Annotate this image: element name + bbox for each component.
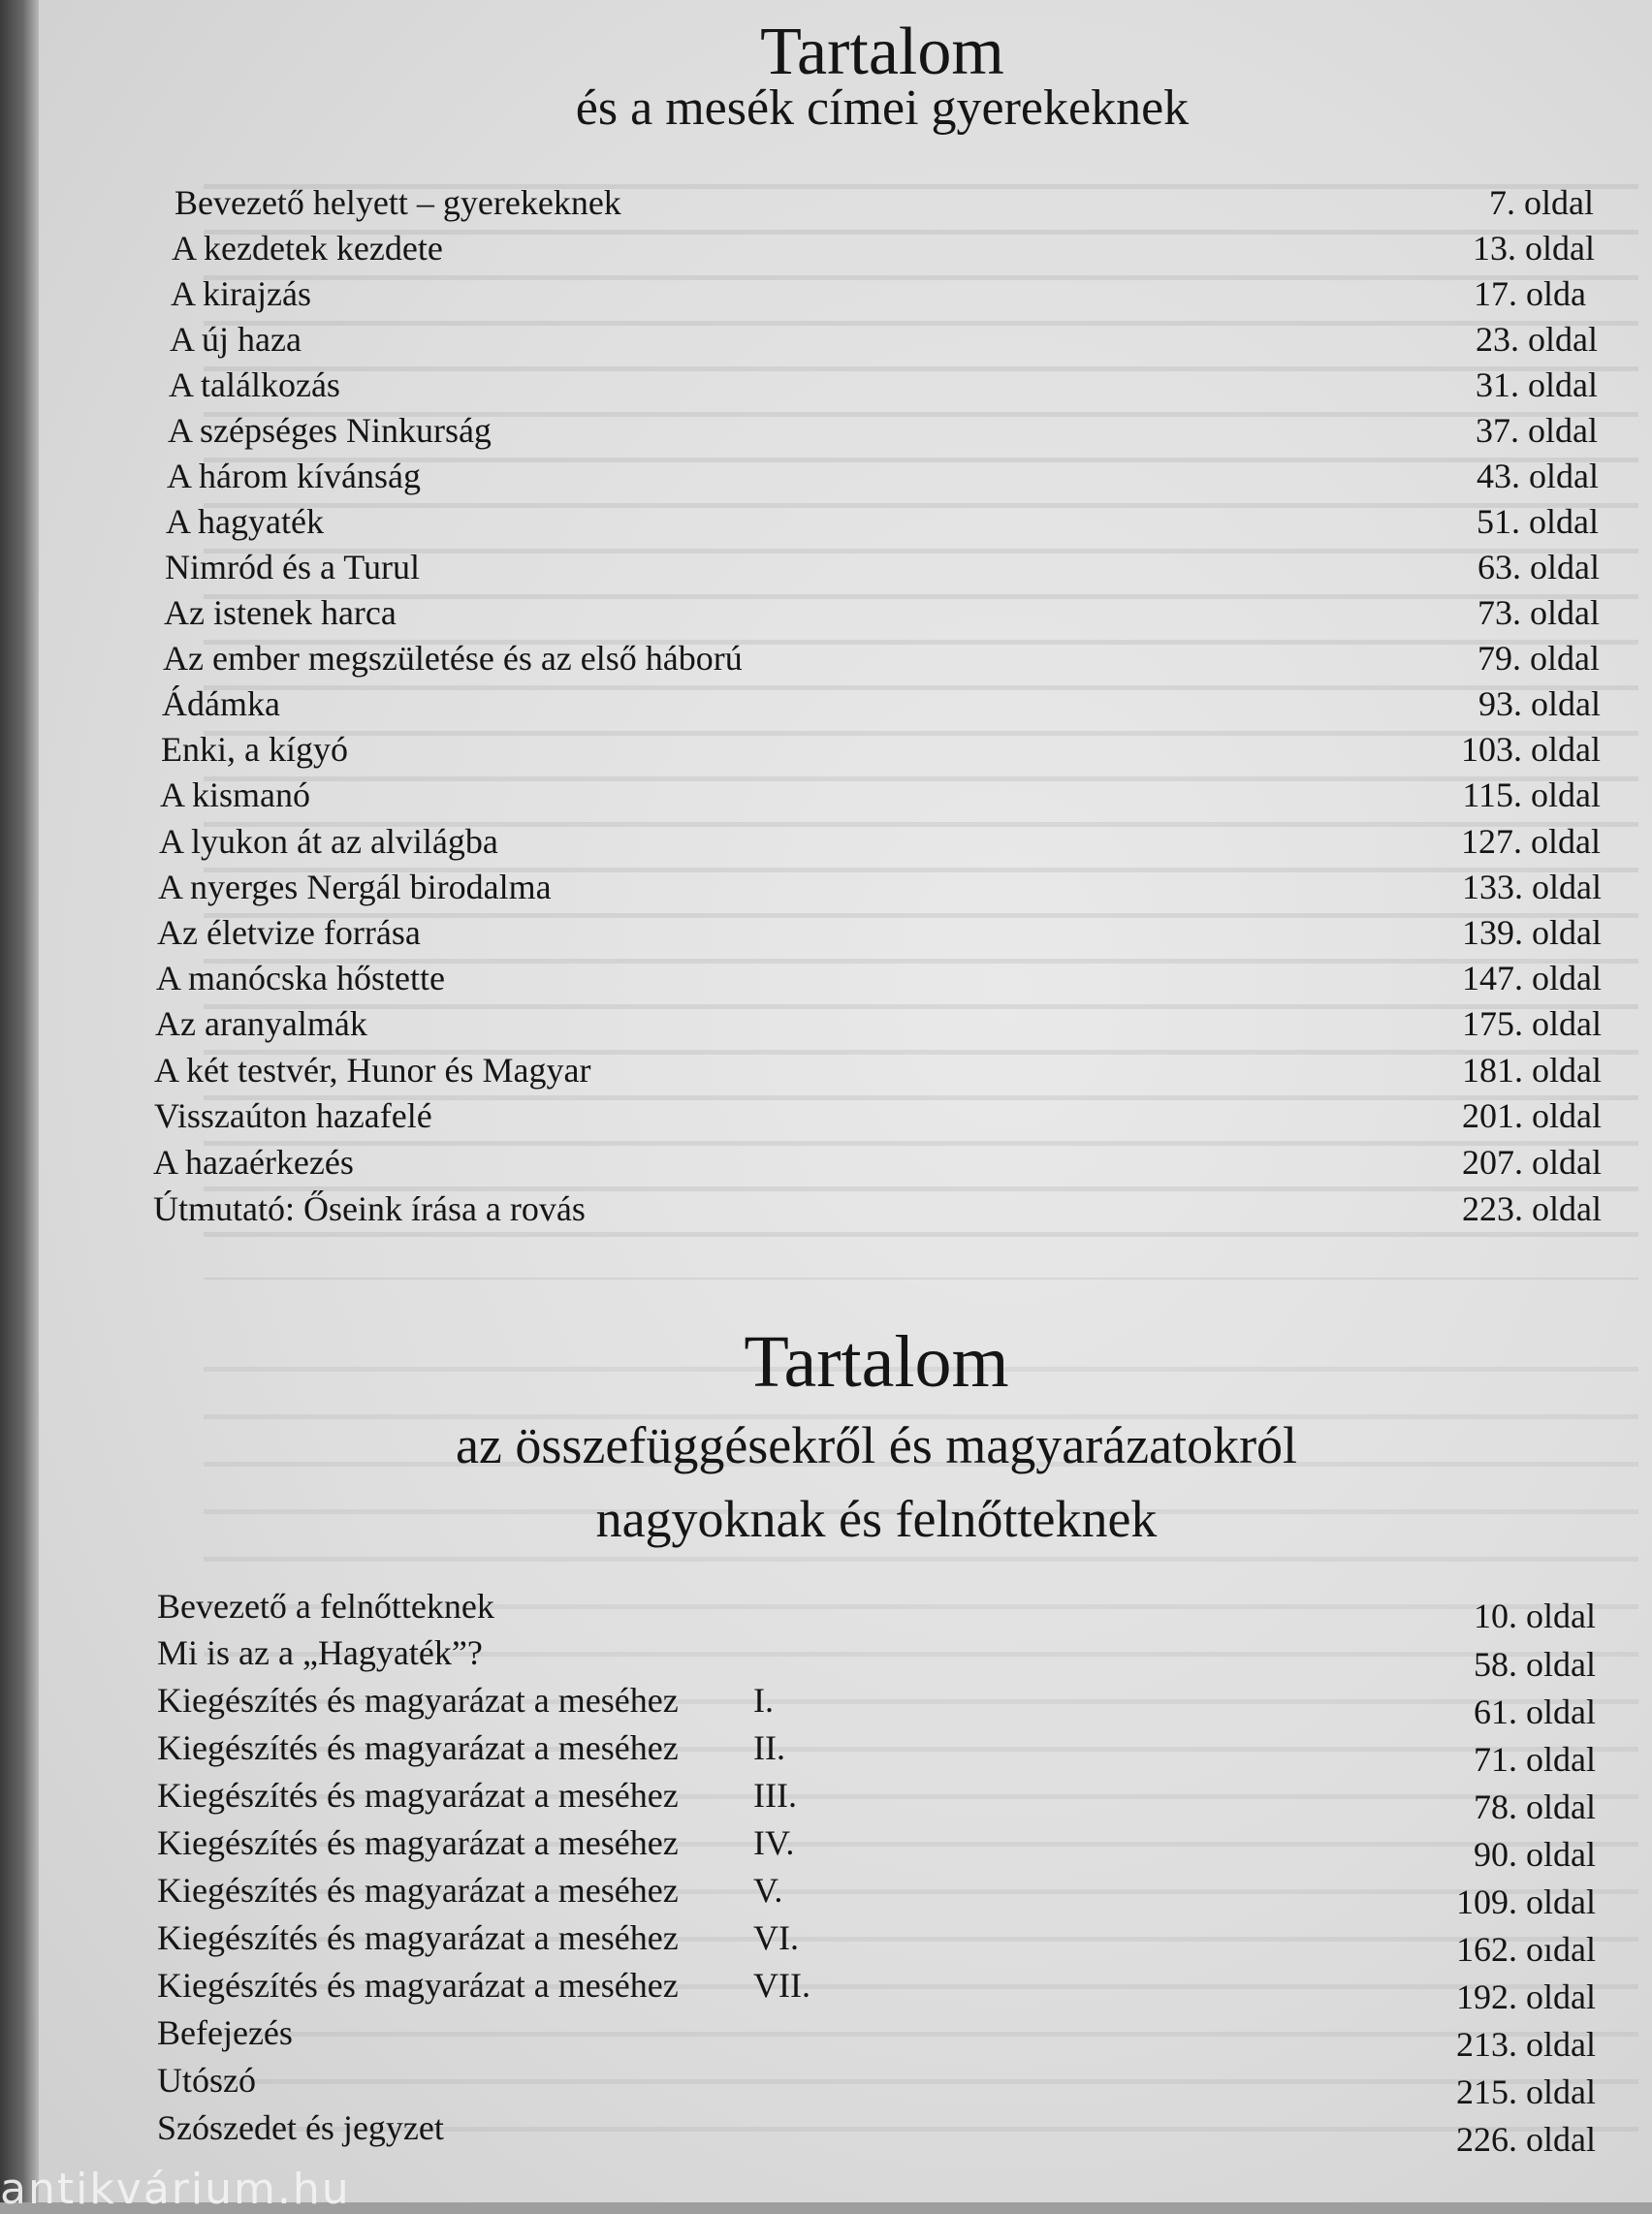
toc-entry: [164, 590, 1600, 635]
toc-entry-roman: III.: [753, 1776, 797, 1815]
toc-entry-page: 58. oldal: [1474, 1645, 1596, 1684]
toc-entry-title: Bevezető helyett – gyerekeknek: [175, 183, 621, 222]
toc-entry-page: 162. oıdal: [1456, 1930, 1596, 1969]
toc-entry-page: 175. oldal: [1462, 1004, 1602, 1043]
toc-entry-roman: V.: [753, 1871, 783, 1910]
section2-subtitle-line2: nagyoknak és felnőtteknek: [595, 1490, 1158, 1548]
toc-entry: [172, 226, 1595, 270]
toc-entry-page: 213. oldal: [1456, 2025, 1596, 2064]
toc-entry-title: Kiegészítés és magyarázat a meséhez: [157, 1918, 679, 1957]
toc-entry-page: 63. oldal: [1477, 548, 1600, 586]
toc-entry-title: A hazaérkezés: [153, 1143, 354, 1182]
toc-entry-roman: VII.: [753, 1966, 810, 2005]
section2-toc-list: [157, 1584, 1596, 2166]
toc-entry: [157, 1678, 1596, 1731]
toc-entry: [153, 1140, 1602, 1185]
toc-entry-page: 181. oldal: [1462, 1051, 1602, 1090]
section1-title: Tartalom: [760, 15, 1004, 89]
toc-entry: [169, 363, 1598, 407]
toc-entry-page: 103. oldal: [1461, 730, 1601, 769]
toc-entry-page: 61. oldal: [1474, 1692, 1596, 1731]
toc-entry-title: A kirajzás: [171, 274, 311, 313]
toc-entry-title: Kiegészítés és magyarázat a meséhez: [157, 1966, 679, 2005]
toc-entry: [160, 773, 1601, 817]
toc-entry-page: 73. oldal: [1477, 593, 1600, 632]
toc-entry: [157, 1963, 1596, 2016]
toc-entry-title: Befejezés: [157, 2013, 293, 2052]
toc-entry-page: 93. oldal: [1478, 684, 1601, 723]
toc-entry: [157, 1630, 1596, 1684]
toc-entry-page: 201. oldal: [1462, 1096, 1602, 1135]
toc-entry-title: A manócska hőstette: [156, 959, 445, 997]
toc-entry-title: Az aranyalmák: [155, 1004, 367, 1043]
toc-entry-title: A három kívánság: [167, 457, 421, 495]
toc-entry-title: Az életvize forrása: [157, 913, 421, 952]
toc-entry-page: 7. oldal: [1489, 183, 1594, 222]
toc-entry-title: Nimród és a Turul: [165, 548, 421, 586]
toc-entry-page: 139. oldal: [1462, 913, 1602, 952]
toc-entry-page: 133. oldal: [1462, 868, 1602, 906]
toc-entry-title: Kiegészítés és magyarázat a meséhez: [157, 1823, 679, 1862]
toc-entry: [162, 681, 1601, 726]
toc-entry-page: 115. oldal: [1462, 775, 1601, 814]
toc-entry-title: Utószó: [157, 2061, 256, 2100]
toc-entry-title: A hagyaték: [166, 502, 324, 541]
section1-toc-list: [153, 180, 1602, 1247]
section2-title: Tartalom: [744, 1321, 1009, 1403]
toc-entry: [157, 1820, 1596, 1874]
toc-entry: [155, 1001, 1602, 1046]
toc-entry-page: 78. oldal: [1474, 1787, 1596, 1826]
toc-entry-page: 71. oldal: [1474, 1740, 1596, 1779]
toc-entry-page: 51. oldal: [1477, 502, 1599, 541]
toc-entry-title: A új haza: [170, 320, 302, 359]
toc-entry: [156, 956, 1602, 1000]
toc-entry-title: A találkozás: [169, 365, 340, 404]
toc-entry-title: Mi is az a „Hagyaték”?: [157, 1633, 483, 1672]
toc-entry-roman: IV.: [753, 1823, 795, 1862]
toc-entry-title: A lyukon át az alvilágba: [159, 822, 498, 861]
toc-entry: [157, 910, 1602, 955]
toc-entry: [166, 499, 1599, 544]
toc-entry-roman: II.: [753, 1728, 785, 1767]
toc-entry-page: 37. oldal: [1476, 411, 1598, 450]
toc-entry: [153, 1186, 1602, 1231]
toc-entry: [157, 2058, 1596, 2111]
toc-entry: [175, 180, 1594, 225]
toc-entry-page: 215. oldal: [1456, 2072, 1596, 2111]
toc-entry-page: 223. oldal: [1462, 1189, 1602, 1228]
toc-entry: [170, 317, 1598, 362]
section1-subtitle: és a mesék címei gyerekeknek: [575, 80, 1190, 136]
toc-entry-page: 147. oldal: [1462, 959, 1602, 997]
toc-entry: [171, 271, 1590, 316]
toc-entry-title: Kiegészítés és magyarázat a meséhez: [157, 1728, 679, 1767]
toc-entry: [157, 2010, 1596, 2064]
toc-entry-page: 43. oldal: [1477, 457, 1599, 495]
toc-entry-title: Bevezető a felnőtteknek: [157, 1587, 494, 1626]
toc-entry-page: 109. oldal: [1456, 1882, 1596, 1921]
toc-entry-page: 207. oldal: [1462, 1143, 1602, 1182]
toc-entry-page: 31. oldal: [1476, 365, 1598, 404]
toc-entry: [161, 727, 1601, 772]
book-spine-shadow: [0, 0, 39, 2202]
toc-entry-page: 192. oldal: [1456, 1977, 1596, 2016]
toc-entry-title: Az istenek harca: [164, 593, 397, 632]
section2-subtitle-line1: az összefüggésekről és magyarázatokról: [455, 1416, 1298, 1474]
toc-entry: [165, 545, 1600, 589]
toc-entry: [163, 636, 1600, 680]
toc-entry-page: 90. oldal: [1474, 1835, 1596, 1874]
toc-entry-page: 13. oldal: [1473, 229, 1595, 268]
toc-entry: [158, 865, 1602, 909]
toc-entry-page: 226. oldal: [1456, 2120, 1596, 2159]
toc-entry: [157, 1725, 1596, 1779]
toc-entry-title: Az ember megszületése és az első háború: [163, 639, 743, 678]
toc-entry-page: 10. oldal: [1474, 1597, 1596, 1635]
toc-entry-title: Kiegészítés és magyarázat a meséhez: [157, 1681, 679, 1720]
toc-entry-page: 127. oldal: [1461, 822, 1601, 861]
toc-entry-title: Kiegészítés és magyarázat a meséhez: [157, 1871, 679, 1910]
toc-entry: [154, 1093, 1602, 1138]
toc-entry-title: A két testvér, Hunor és Magyar: [154, 1051, 591, 1090]
toc-entry: [157, 1773, 1596, 1826]
toc-entry: [157, 2105, 1596, 2159]
toc-entry-title: A nyerges Nergál birodalma: [158, 868, 552, 906]
toc-entry-title: Enki, a kígyó: [161, 730, 348, 769]
toc-entry-page: 79. oldal: [1477, 639, 1600, 678]
toc-entry: [157, 1868, 1596, 1921]
toc-entry: [154, 1048, 1602, 1092]
toc-entry-title: Ádámka: [162, 684, 280, 723]
toc-entry-roman: VI.: [753, 1918, 799, 1957]
toc-entry: [168, 408, 1598, 453]
toc-entry-title: Szószedet és jegyzet: [157, 2108, 444, 2147]
watermark: antikvárium.hu: [0, 2165, 351, 2214]
toc-entry-title: Visszaúton hazafelé: [154, 1096, 432, 1135]
toc-entry-page: 23. oldal: [1476, 320, 1598, 359]
toc-entry: [157, 1915, 1596, 1969]
toc-entry-title: A kismanó: [160, 775, 311, 814]
toc-entry-title: Útmutató: Őseink írása a rovás: [153, 1189, 586, 1228]
toc-entry: [157, 1584, 1596, 1635]
toc-entry-page: 17. olda: [1474, 274, 1586, 313]
toc-entry: [167, 454, 1599, 498]
toc-entry: [159, 819, 1601, 864]
toc-entry-title: A szépséges Ninkurság: [168, 411, 492, 450]
toc-entry-title: A kezdetek kezdete: [172, 229, 443, 268]
toc-entry-roman: I.: [753, 1681, 774, 1720]
toc-entry-title: Kiegészítés és magyarázat a meséhez: [157, 1776, 679, 1815]
